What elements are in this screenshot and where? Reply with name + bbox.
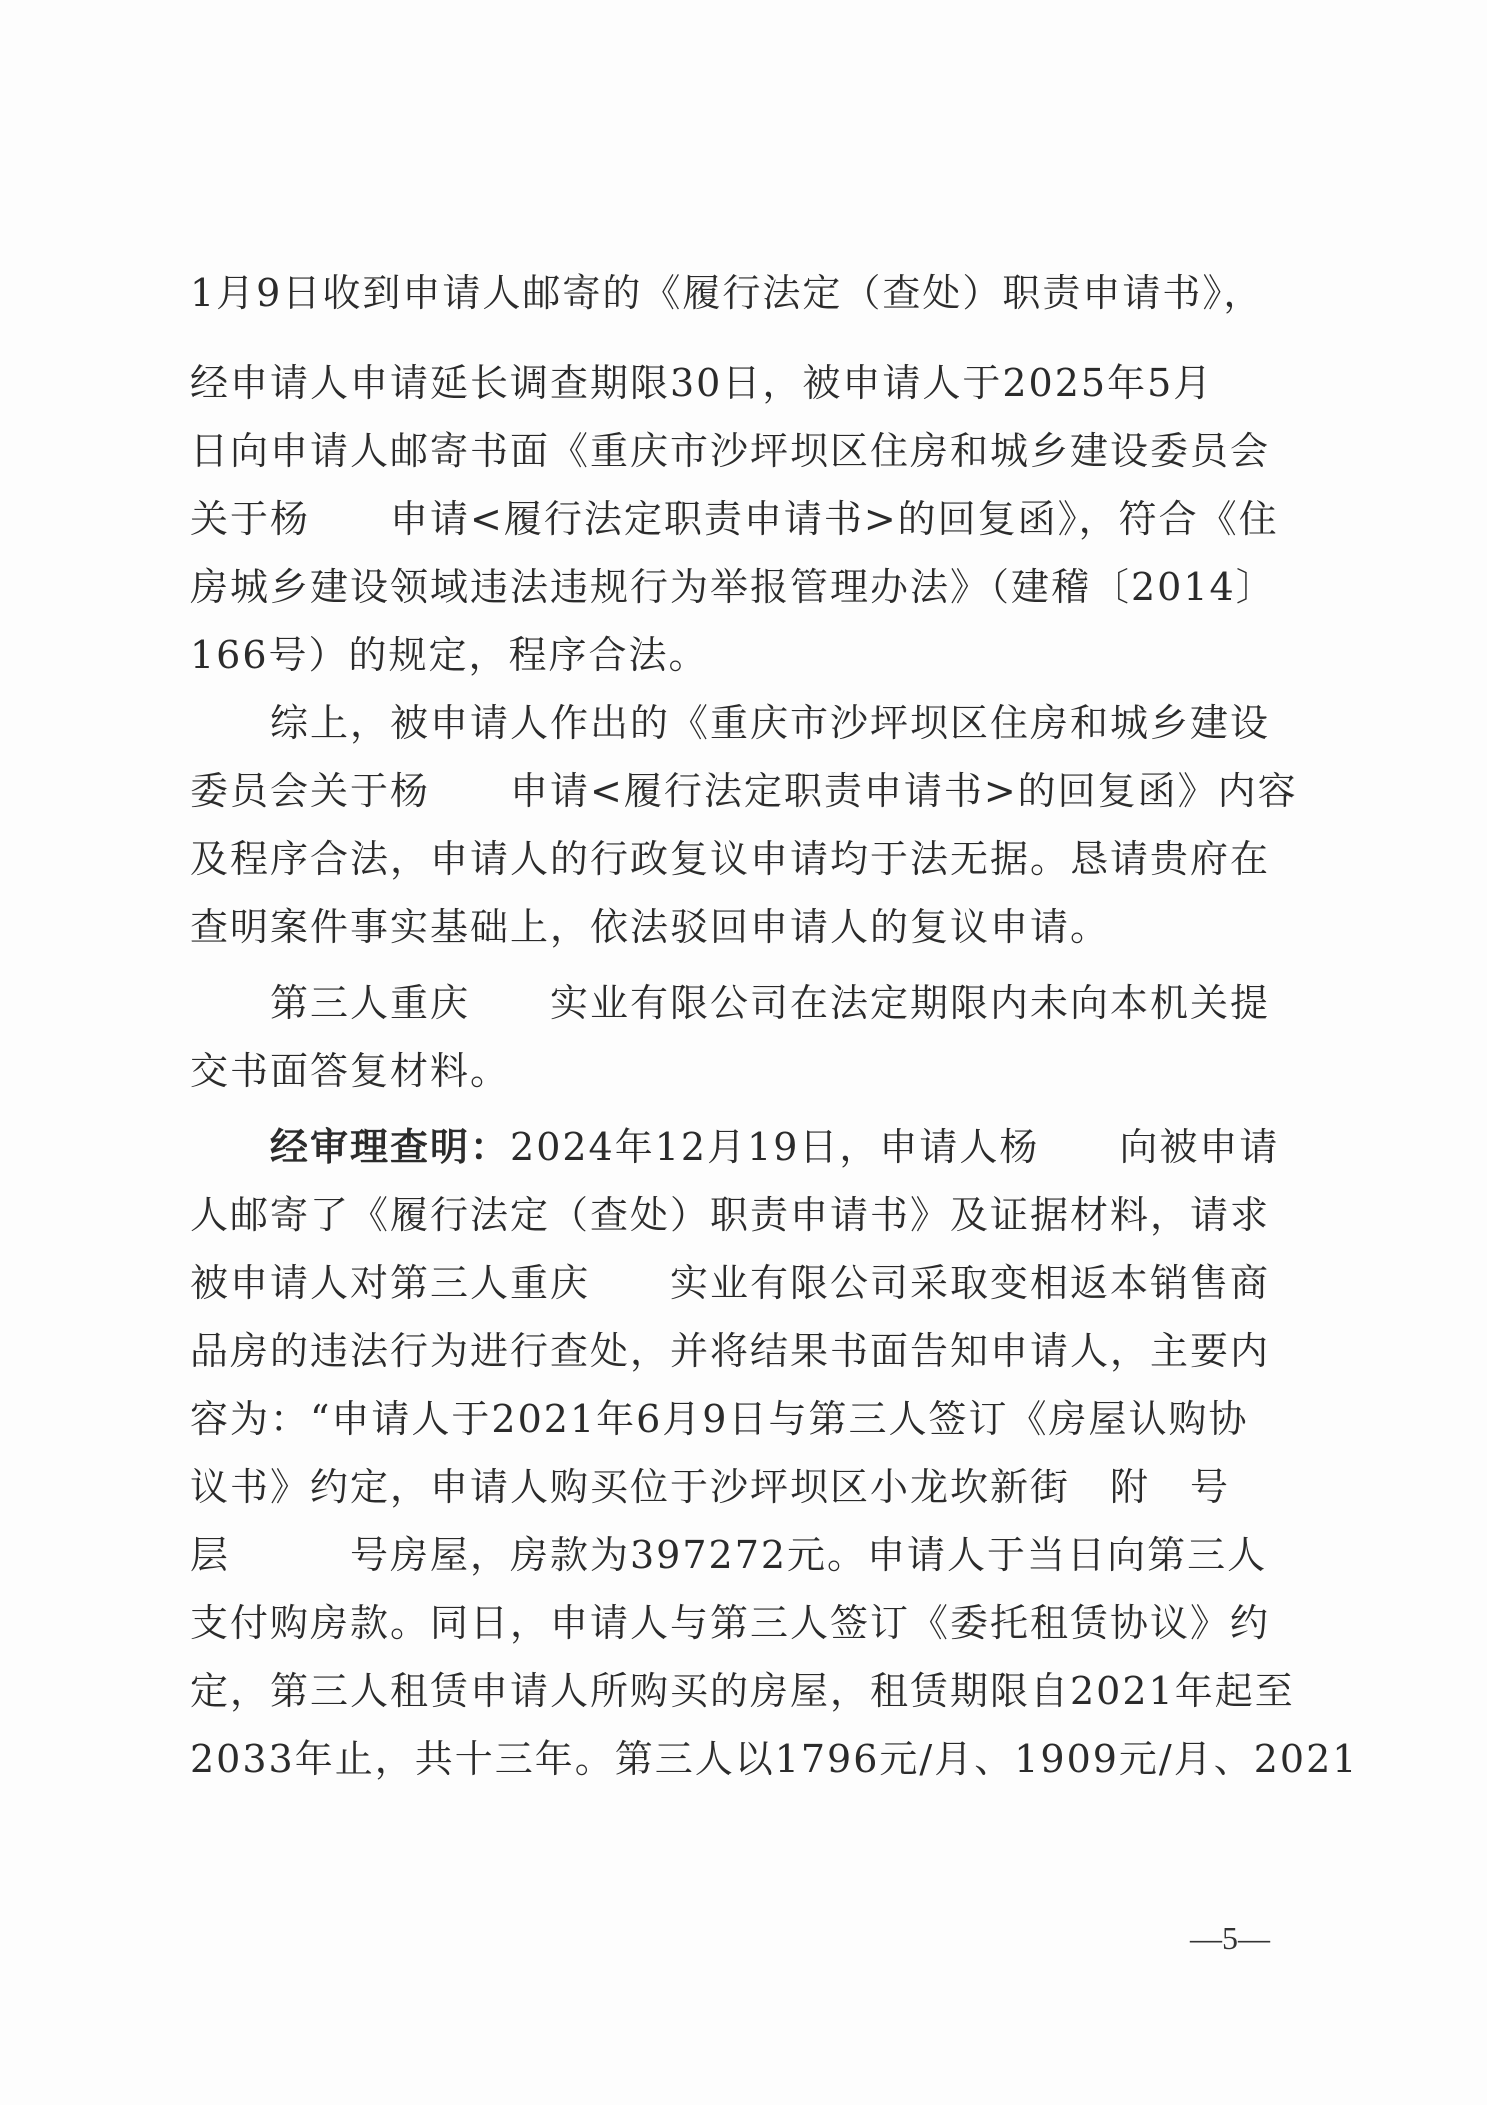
text-line: 查明案件事实基础上，依法驳回申请人的复议申请。 (190, 905, 1111, 949)
text-line: 容为：“申请人于2021年6月9日与第三人签订《房屋认购协 (190, 1397, 1249, 1441)
findings-heading: 经审理查明： (190, 1125, 511, 1169)
text-line: 日向申请人邮寄书面《重庆市沙坪坝区住房和城乡建设委员会 (190, 429, 1271, 473)
text-line: 2033年止，共十三年。第三人以1796元/月、1909元/月、2021 (190, 1737, 1359, 1781)
text-line: 及程序合法，申请人的行政复议申请均于法无据。恳请贵府在 (190, 837, 1271, 881)
text-line: 经审理查明：2024年12月19日，申请人杨 向被申请 (190, 1125, 1280, 1169)
text-line: 议书》约定，申请人购买位于沙坪坝区小龙坎新街 附 号 (190, 1465, 1231, 1509)
text-line: 交书面答复材料。 (190, 1049, 511, 1093)
text-line: 房城乡建设领域违法违规行为举报管理办法》（建稽〔2014〕 (190, 565, 1276, 609)
text-line: 经申请人申请延长调查期限30日，被申请人于2025年5月 (190, 361, 1214, 405)
text-line: 人邮寄了《履行法定（查处）职责申请书》及证据材料，请求 (190, 1193, 1271, 1237)
text-line: 支付购房款。同日，申请人与第三人签订《委托租赁协议》约 (190, 1601, 1271, 1645)
text-line: 被申请人对第三人重庆 实业有限公司采取变相返本销售商 (190, 1261, 1271, 1305)
text-line: 层 号房屋，房款为397272元。申请人于当日向第三人 (190, 1533, 1268, 1577)
text-line: 综上，被申请人作出的《重庆市沙坪坝区住房和城乡建设 (190, 701, 1271, 745)
text-line: 1月9日收到申请人邮寄的《履行法定（查处）职责申请书》， (190, 271, 1264, 315)
text-line: 委员会关于杨 申请<履行法定职责申请书>的回复函》内容 (190, 769, 1298, 813)
text-line: 关于杨 申请<履行法定职责申请书>的回复函》，符合《住 (190, 497, 1279, 541)
text-line: 第三人重庆 实业有限公司在法定期限内未向本机关提 (190, 981, 1271, 1025)
text-line: 定，第三人租赁申请人所购买的房屋，租赁期限自2021年起至 (190, 1669, 1295, 1713)
text-line: 166号）的规定，程序合法。 (190, 633, 709, 677)
text-line: 品房的违法行为进行查处，并将结果书面告知申请人，主要内 (190, 1329, 1271, 1373)
page-number: —5— (1190, 1920, 1270, 1956)
